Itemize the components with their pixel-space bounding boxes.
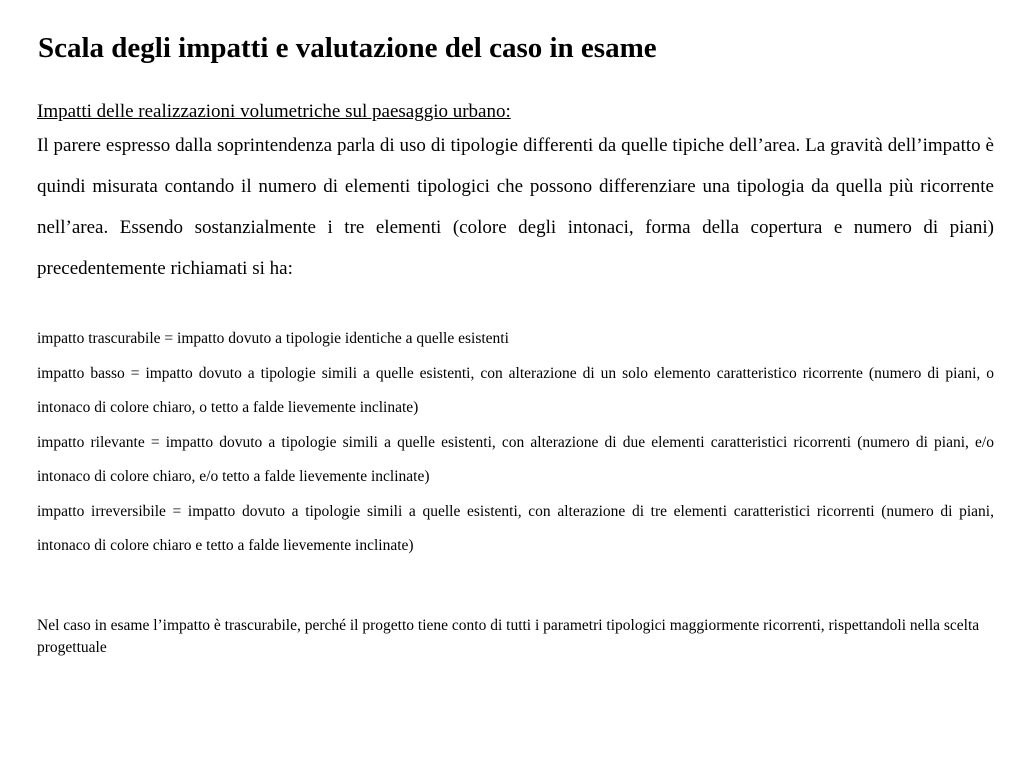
impact-level-relevant: impatto rilevante = impatto dovuto a tipologie simili a quelle esistenti, con alterazione di due elementi caratteristici ricorrenti (numero di piani, e/o intonaco di colore chiaro, e/o tetto a falde lievemente inclinate) [37, 433, 994, 485]
impact-scale-list [37, 322, 994, 564]
slide-body [37, 98, 994, 660]
impact-level-irreversible: impatto irreversibile = impatto dovuto a tipologie simili a quelle esistenti, con alterazione di tre elementi caratteristici ricorrenti (numero di piani, intonaco di colore chiaro e tetto a falde lievemente inclinate) [37, 502, 994, 554]
page-title: Scala degli impatti e valutazione del caso in esame [38, 32, 657, 64]
intro-paragraph: Il parere espresso dalla soprintendenza parla di uso di tipologie differenti da quelle tipiche dell’area. La gravità dell’impatto è quindi misurata contando il numero di elementi tipologici che possono differenziare una tipologia da quella più ricorrente nell’area. Essendo sostanzialmente i tre elementi (colore degli intonaci, forma della copertura e numero di piani) precedentemente richiamati si ha: [37, 135, 994, 279]
conclusion-paragraph: Nel caso in esame l’impatto è trascurabile, perché il progetto tiene conto di tutti i parametri tipologici maggiormente ricorrenti, rispettandoli nella scelta progettuale [37, 616, 980, 656]
impact-level-low: impatto basso = impatto dovuto a tipologie simili a quelle esistenti, con alterazione di un solo elemento caratteristico ricorrente (numero di piani, o intonaco di colore chiaro, o tetto a falde lievemente inclinate) [37, 364, 994, 416]
impact-level-negligible: impatto trascurabile = impatto dovuto a tipologie identiche a quelle esistenti [37, 330, 509, 347]
section-subheading: Impatti delle realizzazioni volumetriche sul paesaggio urbano: [37, 101, 511, 122]
